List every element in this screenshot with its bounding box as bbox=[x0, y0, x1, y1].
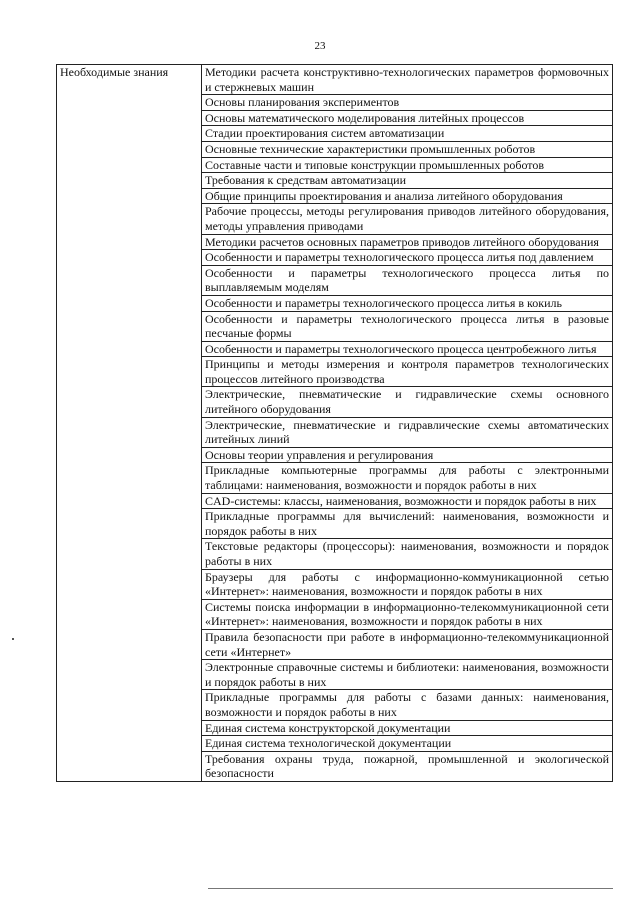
knowledge-item: Общие принципы проектирования и анализа литейного оборудования bbox=[202, 188, 613, 204]
knowledge-item: Правила безопасности при работе в информационно-телекоммуникационной сети «Интернет» bbox=[202, 629, 613, 659]
knowledge-item: Составные части и типовые конструкции промышленных роботов bbox=[202, 157, 613, 173]
knowledge-item: Особенности и параметры технологического процесса литья по выплавляемым моделям bbox=[202, 265, 613, 295]
knowledge-item: Особенности и параметры технологического процесса центробежного литья bbox=[202, 341, 613, 357]
knowledge-item: Основы планирования экспериментов bbox=[202, 95, 613, 111]
knowledge-item: Прикладные программы для вычислений: наименования, возможности и порядок работы в них bbox=[202, 509, 613, 539]
knowledge-item: Требования охраны труда, пожарной, промышленной и экологической безопасности bbox=[202, 751, 613, 781]
knowledge-item: Особенности и параметры технологического процесса литья под давлением bbox=[202, 250, 613, 266]
knowledge-item: Основные технические характеристики промышленных роботов bbox=[202, 141, 613, 157]
knowledge-item: Особенности и параметры технологического процесса литья в кокиль bbox=[202, 295, 613, 311]
knowledge-table-body bbox=[57, 65, 613, 782]
knowledge-item: Основы математического моделирования литейных процессов bbox=[202, 110, 613, 126]
knowledge-item: Методики расчета конструктивно-технологических параметров формовочных и стержневых машин bbox=[202, 65, 613, 95]
knowledge-item: Электрические, пневматические и гидравлические схемы автоматических литейных линий bbox=[202, 417, 613, 447]
knowledge-item: Особенности и параметры технологического процесса литья в разовые песчаные формы bbox=[202, 311, 613, 341]
knowledge-item: Единая система конструкторской документации bbox=[202, 720, 613, 736]
knowledge-item: CAD-системы: классы, наименования, возможности и порядок работы в них bbox=[202, 493, 613, 509]
knowledge-item: Браузеры для работы с информационно-коммуникационной сетью «Интернет»: наименования, возможности и порядок работы в них bbox=[202, 569, 613, 599]
knowledge-table bbox=[56, 64, 613, 782]
knowledge-item: Системы поиска информации в информационно-телекоммуникационной сети «Интернет»: наименования, возможности и порядок работы в них bbox=[202, 599, 613, 629]
knowledge-item: Прикладные программы для работы с базами данных: наименования, возможности и порядок работы в них bbox=[202, 690, 613, 720]
knowledge-item: Единая система технологической документации bbox=[202, 736, 613, 752]
knowledge-item: Методики расчетов основных параметров приводов литейного оборудования bbox=[202, 234, 613, 250]
section-label: Необходимые знания bbox=[57, 65, 202, 782]
page-number: 23 bbox=[314, 40, 326, 52]
knowledge-item: Требования к средствам автоматизации bbox=[202, 173, 613, 189]
knowledge-item: Рабочие процессы, методы регулирования приводов литейного оборудования, методы управления приводами bbox=[202, 204, 613, 234]
knowledge-item: Электронные справочные системы и библиотеки: наименования, возможности и порядок работы в них bbox=[202, 660, 613, 690]
margin-dot bbox=[12, 638, 14, 640]
knowledge-item: Прикладные компьютерные программы для работы с электронными таблицами: наименования, возможности и порядок работы в них bbox=[202, 463, 613, 493]
knowledge-item: Стадии проектирования систем автоматизации bbox=[202, 126, 613, 142]
bottom-rule bbox=[208, 888, 613, 889]
table-row bbox=[57, 65, 613, 95]
knowledge-item: Принципы и методы измерения и контроля параметров технологических процессов литейного производства bbox=[202, 357, 613, 387]
knowledge-item: Электрические, пневматические и гидравлические схемы основного литейного оборудования bbox=[202, 387, 613, 417]
knowledge-item: Текстовые редакторы (процессоры): наименования, возможности и порядок работы в них bbox=[202, 539, 613, 569]
knowledge-item: Основы теории управления и регулирования bbox=[202, 447, 613, 463]
